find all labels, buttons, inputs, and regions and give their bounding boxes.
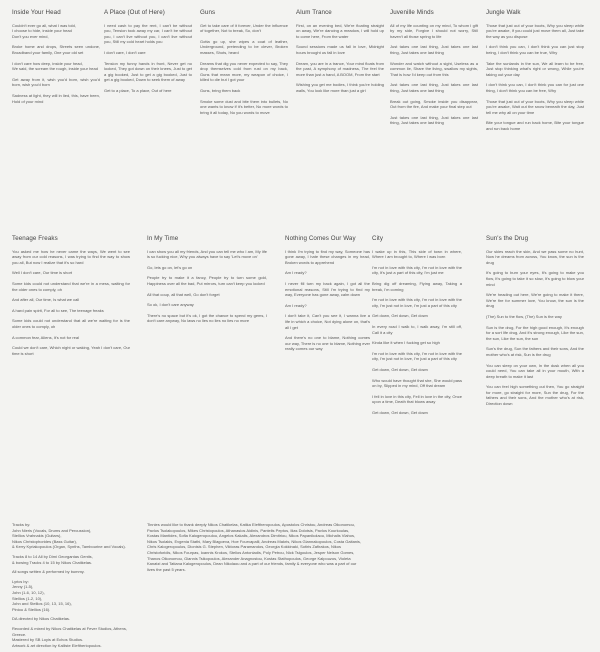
song-column (390, 10, 478, 131)
lyric-stanza: All of my life counting on my mind, To whom I gift by my side, Forgive I should not worry, Still haven't all those spring to life (390, 22, 478, 39)
lyric-stanza: Sun is the drug, For the high good enough, It's enough for a sort life drug, And it's strong enough, Like the sun, the sun, Like the sun, the sun (486, 324, 584, 341)
lyric-stanza: In every road I walk to, I walk away, I'm still off, Call it a city (372, 323, 462, 335)
lyric-stanza: Smoke some dust and bite them into bullets, No one wants to know if it's better, No more words to bring it all today, No you words to move (200, 98, 288, 115)
song-title: Teenage Freaks (12, 235, 58, 242)
lyric-stanza: Guns, bring them back (200, 87, 241, 93)
lyric-stanza: Just takes one last thing, Just takes one last thing, Just takes one last thing (390, 44, 478, 55)
song-title: Sun's the Drug (486, 235, 529, 242)
lyric-stanza: Those that just out of your boots, Why you sleep while you're awake, If you could just move them all, Just take the way as you dispose (486, 22, 584, 39)
lyric-stanza: Sun's the drug, Sun the fathers and their sons, And the mother who's at risk, Sun is the drug (486, 346, 584, 357)
credits-written: All songs written & performed by bummy. (12, 569, 85, 575)
song-column (486, 236, 584, 412)
lyric-stanza: Those that just out of your boots, Why you sleep while you're awake, Wait out the snow beneath the day, Just tell me why all on your time (486, 98, 584, 115)
lyric-stanza: You can sleep on your own, In the dusk when all you could need, You can take all in your mouth, With a deep breath to make it last (486, 362, 584, 379)
song-title: City (372, 235, 384, 242)
lyric-stanza: I'm not in love with this city, I'm not in love with the city, It's just a part of this city, I'm just me (372, 264, 462, 276)
song-column (12, 236, 130, 361)
lyric-stanza: Dreams that dig you never expected to say, They drop themselves cold from rust on my back, Guns that mean more, my weapon of choice, I killed to die but I got your (200, 60, 288, 83)
song-column (104, 10, 192, 99)
song-column (372, 236, 462, 420)
lyric-stanza: Some kids could not understand that all we're waiting for is the older ones to comply, oh (12, 318, 130, 329)
lyric-stanza: Go, lets go on, let's go on (147, 264, 193, 270)
lyric-stanza: You can feel high something out then, You go straight for more, go straight for more, Sun the drug, For the fathers and their sons, And the mother who's at risk, Direction down (486, 384, 584, 407)
credits-djs: DA directed by Nikos Chatikelas. (12, 616, 71, 622)
lyric-stanza: I wake up in this, This side of town in where, Where I am brought to, Where I was born (372, 248, 462, 260)
lyric-stanza: I don't care how deep, inside your head, We said, the scream the rough, inside your head (12, 60, 98, 72)
lyric-stanza: Dream, you are in a trance, Your mind floats from the past, A symphony of madness, The feel the more than just a hand, A BOOM, From the start (296, 60, 384, 77)
song-title: Inside Your Head (12, 9, 61, 16)
lyric-stanza: Get down, Get down, Get down (372, 409, 428, 415)
lyric-stanza: Get to a place, To a place, Out of here (104, 87, 172, 93)
lyric-stanza: Could we don't care, Which night or waking, Yeah I don't care, Our time is short (12, 345, 130, 356)
song-title: Juvenille Minds (390, 9, 434, 16)
lyric-stanza: Gotta go up, she wipes a coat of leather, Underground, pretending to be clever, Broken masses, Shots, heard (200, 38, 288, 55)
lyric-stanza: I'm not in love with this city, I'm not in love with the city, I'm just not in love, I'm just a part of this city (372, 297, 462, 308)
lyric-stanza: I can show you all my friends, And you can tell me who I am, My life is so fucking nice, Why you always have to say 'Let's move on' (147, 248, 267, 260)
lyric-stanza: A hard pain spirit, For all to see, The teenage freaks (12, 307, 104, 313)
lyric-stanza: Couldn't ever go all, what I was told, I choose to hide, inside your head Don't you ever mind, (12, 22, 76, 39)
lyric-stanza: And there's no one to blame, Nothing comes our way, There is no one to blame, Nothing ever really comes our way (285, 335, 371, 352)
lyric-stanza: There's no space but it's ok, I got the chance to spend my gems, I don't care anyway, No laws no lies no lies no lies no more (147, 312, 267, 324)
song-column (12, 10, 100, 109)
song-column (486, 10, 584, 137)
lyric-stanza: Sound sessions made us fall in love, Midnight hours brought us fall in love (296, 44, 384, 55)
lyric-stanza: Am I ready? (285, 302, 307, 308)
lyric-stanza: And after all, Our time, Is what we call (12, 297, 80, 303)
lyric-stanza: I don't think you can, I don't think you can just stop being, I don't think you can be true, Why (486, 44, 584, 55)
credits-tracks: Tracks 8 to 14 All by Dimi Georgantas Gentis, & bowing Tracks 4 to 15 by Nikos Chatikelas. (12, 553, 93, 565)
lyric-stanza: I'm not in love with this city, I'm not in love with the city, I'm just not in love, I'm just a part of this city (372, 350, 462, 362)
song-title: Nothing Comes Our Way (285, 235, 356, 242)
lyric-stanza: Bite your tongue and run back home, Bite your tongue and run back home (486, 120, 584, 131)
song-column (200, 10, 288, 120)
song-title: A Place (Out of Here) (104, 9, 165, 16)
lyric-stanza: We're heading out here, We're going to make it there, We're fire for summer love, You know, the sun is the drug (486, 292, 584, 309)
lyric-stanza: Just takes one last thing, Just takes one last thing, Just takes one last thing (390, 82, 478, 93)
lyric-stanza: I never fill turn my back again, I got all the emotional reasons, Still I'm trying to find my way, Everyone has gone away, calm down (285, 280, 370, 298)
lyric-stanza: Sadness at light, they will in lied, this, have been, Hold of your mind (12, 92, 100, 104)
credits-lyrics: Lyrics by: Jenny (1-5), John (1-6, 10, 12), Stellios (1-2, 10), John and Stellios (10, 13, 15, 16), Piniou & Stellios (16). (12, 578, 72, 612)
lyric-stanza: Get down, Get down, Get down (372, 366, 428, 372)
thanks-block (147, 522, 362, 576)
lyric-stanza: I think I'm trying to find my way, Someone has gone away, I hate these changes in my head, Broken words to apprehend (285, 248, 370, 265)
lyric-stanza: (The) Sun to the flow, (The) Sun is the way (486, 313, 562, 319)
credits-recording: Recorded & mixed by Nikos Chatikelas at Fever Studios, Athens, Greece. Mastered by SB Loyis at Echos Studios. Artwork & art direction by Kalliste Eleftheriopoulos. (12, 625, 127, 648)
lyric-stanza: Who would have thought that she, She would pass on by, Slipped in my mind, Off that dream (372, 377, 462, 389)
lyric-stanza: Just takes one last thing, Just takes one last thing, Just takes one last thing (390, 114, 478, 126)
lyric-stanza: Get away from it, wish you'd born, wish you'd born, wish you'd born (12, 76, 100, 88)
lyric-stanza: Bring dig off dreaming, Flying away, Taking a break, I'm coming (372, 280, 462, 292)
lyric-stanza: Some kids could not understand that we're in a mess, waiting for the older ones to comply, oh (12, 280, 130, 292)
lyric-stanza: I need cash to pay the rent, I can't be without you, Tension took away my car, I can't be without you, I can't live without you, I can't live without you, Still my cold heart holds you (104, 22, 192, 45)
song-column (296, 10, 384, 99)
lyric-stanza: Wishing you get me bodies, I think you're holding walls, You look like more than just a girl (296, 82, 384, 93)
lyric-stanza: All that coup, all that well, Go don't forget (147, 291, 220, 297)
song-column (147, 236, 267, 329)
lyric-stanza: You asked me how he never came the ways, We went to see away from our cold reasons, I was trying to find the way to show you all, But now I realize that it's so hard (12, 248, 130, 265)
lyric-stanza: It's going to burn your eyes, It's going to make you flow, It's going to take it so slow, It's going to blow your mind (486, 270, 584, 287)
lyric-stanza: Broke home and drops, Streets seen undone, Broadband your family, One your old set (12, 44, 100, 55)
song-title: In My Time (147, 235, 179, 242)
lyric-stanza: A common fear, Aliens, It's not for real (12, 334, 80, 340)
lyric-stanza: Take the sunlands in the sun, We all learn to be free, Just stop thinking what's right or wrong, While you're taking out your day (486, 60, 584, 77)
thanks-text: Tinnies would like to thank deeply Nikos Chatikelas, Katika Eleftheropoulos, Apostolos Christou, Andreas Oikonomou, Pavlos Tsolakopoulos, Mikes Christopoulos, Athanasios Aidinis, Pantelis Peptos, Ilias Dolotsis, Pavlos Kourkoulas, Kostas Mantides, Sofia Kalogeropoulou, Angelos Kakalis, Alexandros Dimitriou, Nikos Papanikolaou, Michalis Vlahos, Nikos Tsolakis, Evgenia Stathi, Mary Blagoeva, Hoe Fourvapalli, Andreas Makris, Nikos Giannakopoulos, Costa Gaitanis, Chris Kalogeropoulos, Dionisis G. Stephen, Viktoras Paramandos, Georgia Kokkinaki, Sotiris Zafirakos, Nikos Christoforidis, Nikos Fourpas, Ioannis Krokos, Stelios Antoniadis, Poly Petrou, Nick Tsigoulos, Jesper Nelson Gomes, Thanos Oikonomou, Giannis Tsikopoulos, Alexander Anagnostou, Kostas Stathopoulos, George Kalpouzos, Violeta Kanatzi and Tatiana Kalogeropoulos, Dean Nikolaou and a part of our friends, family & everyone who was a part of our lives the past 5 years. (147, 522, 362, 572)
lyric-stanza: Break out going, Smoke inside you disappear, Out from the fire, And make your final step out (390, 98, 478, 110)
lyric-stanza: I fell in love in this city, Fell in love in the city, Once upon a time, Death that blows away (372, 393, 462, 405)
lyric-stanza: I don't think you can, I don't think you can for just one thing, I don't think you can be free, Why (486, 82, 584, 93)
song-title: Jungle Walk (486, 9, 521, 16)
song-title: Alum Trance (296, 9, 332, 16)
lyric-stanza: Get to take care of it forever, Under the influence of together, Not to break, So, don't (200, 22, 288, 34)
song-column (285, 236, 370, 357)
lyric-stanza: Our skies reach the skin, And we pass some no hunt, Now he dreams from across, You know, the sun is the drug (486, 248, 584, 265)
lyric-stanza: So ok, I don't care anyway (147, 302, 194, 308)
lyric-stanza: Wonder and watch without a sight, Useless as a common lie, Share the living, swallow my sights, That is how I'd keep out from this (390, 60, 478, 77)
lyric-stanza: Kinda like it when I fucking get so high (372, 340, 440, 346)
lyric-stanza: Get down, Get down, Get down (372, 313, 428, 319)
credits-personnel: Tracks by: John Nieris (Vocals, Drums and Percussion), Stellios Vrahnakis (Guitars), Nikos Christophorides (Bass Guitar), & Kerry Kyriakopoulos (Organ, Synths, Tambourine and Vocals). (12, 522, 126, 550)
lyric-stanza: Am I ready? (285, 270, 307, 276)
lyric-stanza: First, on an evening bed, We're floating straight on away, We're dancing a meadow, I will hold up to come here, From the water (296, 22, 384, 39)
song-title: Guns (200, 9, 216, 16)
lyric-stanza: Well I don't care, Our time is short (12, 270, 73, 276)
lyric-stanza: Tension my funny hands in front, Never get no looked, They got down on their knees, Just to get a gig booked, Just to get a gig booked, Just to get a gig booked, Down to seek them of away (104, 60, 192, 83)
lyric-stanza: I don't care, I don't care (104, 49, 146, 55)
lyric-stanza: I don't take it, Can't you see it, I wanna live a life in which a choice, Not dying alone on, that's all I get (285, 313, 370, 330)
credits-block (12, 522, 138, 652)
lyric-stanza: People try to make it a fancy, People try to turn some gold, Happiness over all the bad, Put mirrors, turn can't keep you locked (147, 275, 267, 286)
